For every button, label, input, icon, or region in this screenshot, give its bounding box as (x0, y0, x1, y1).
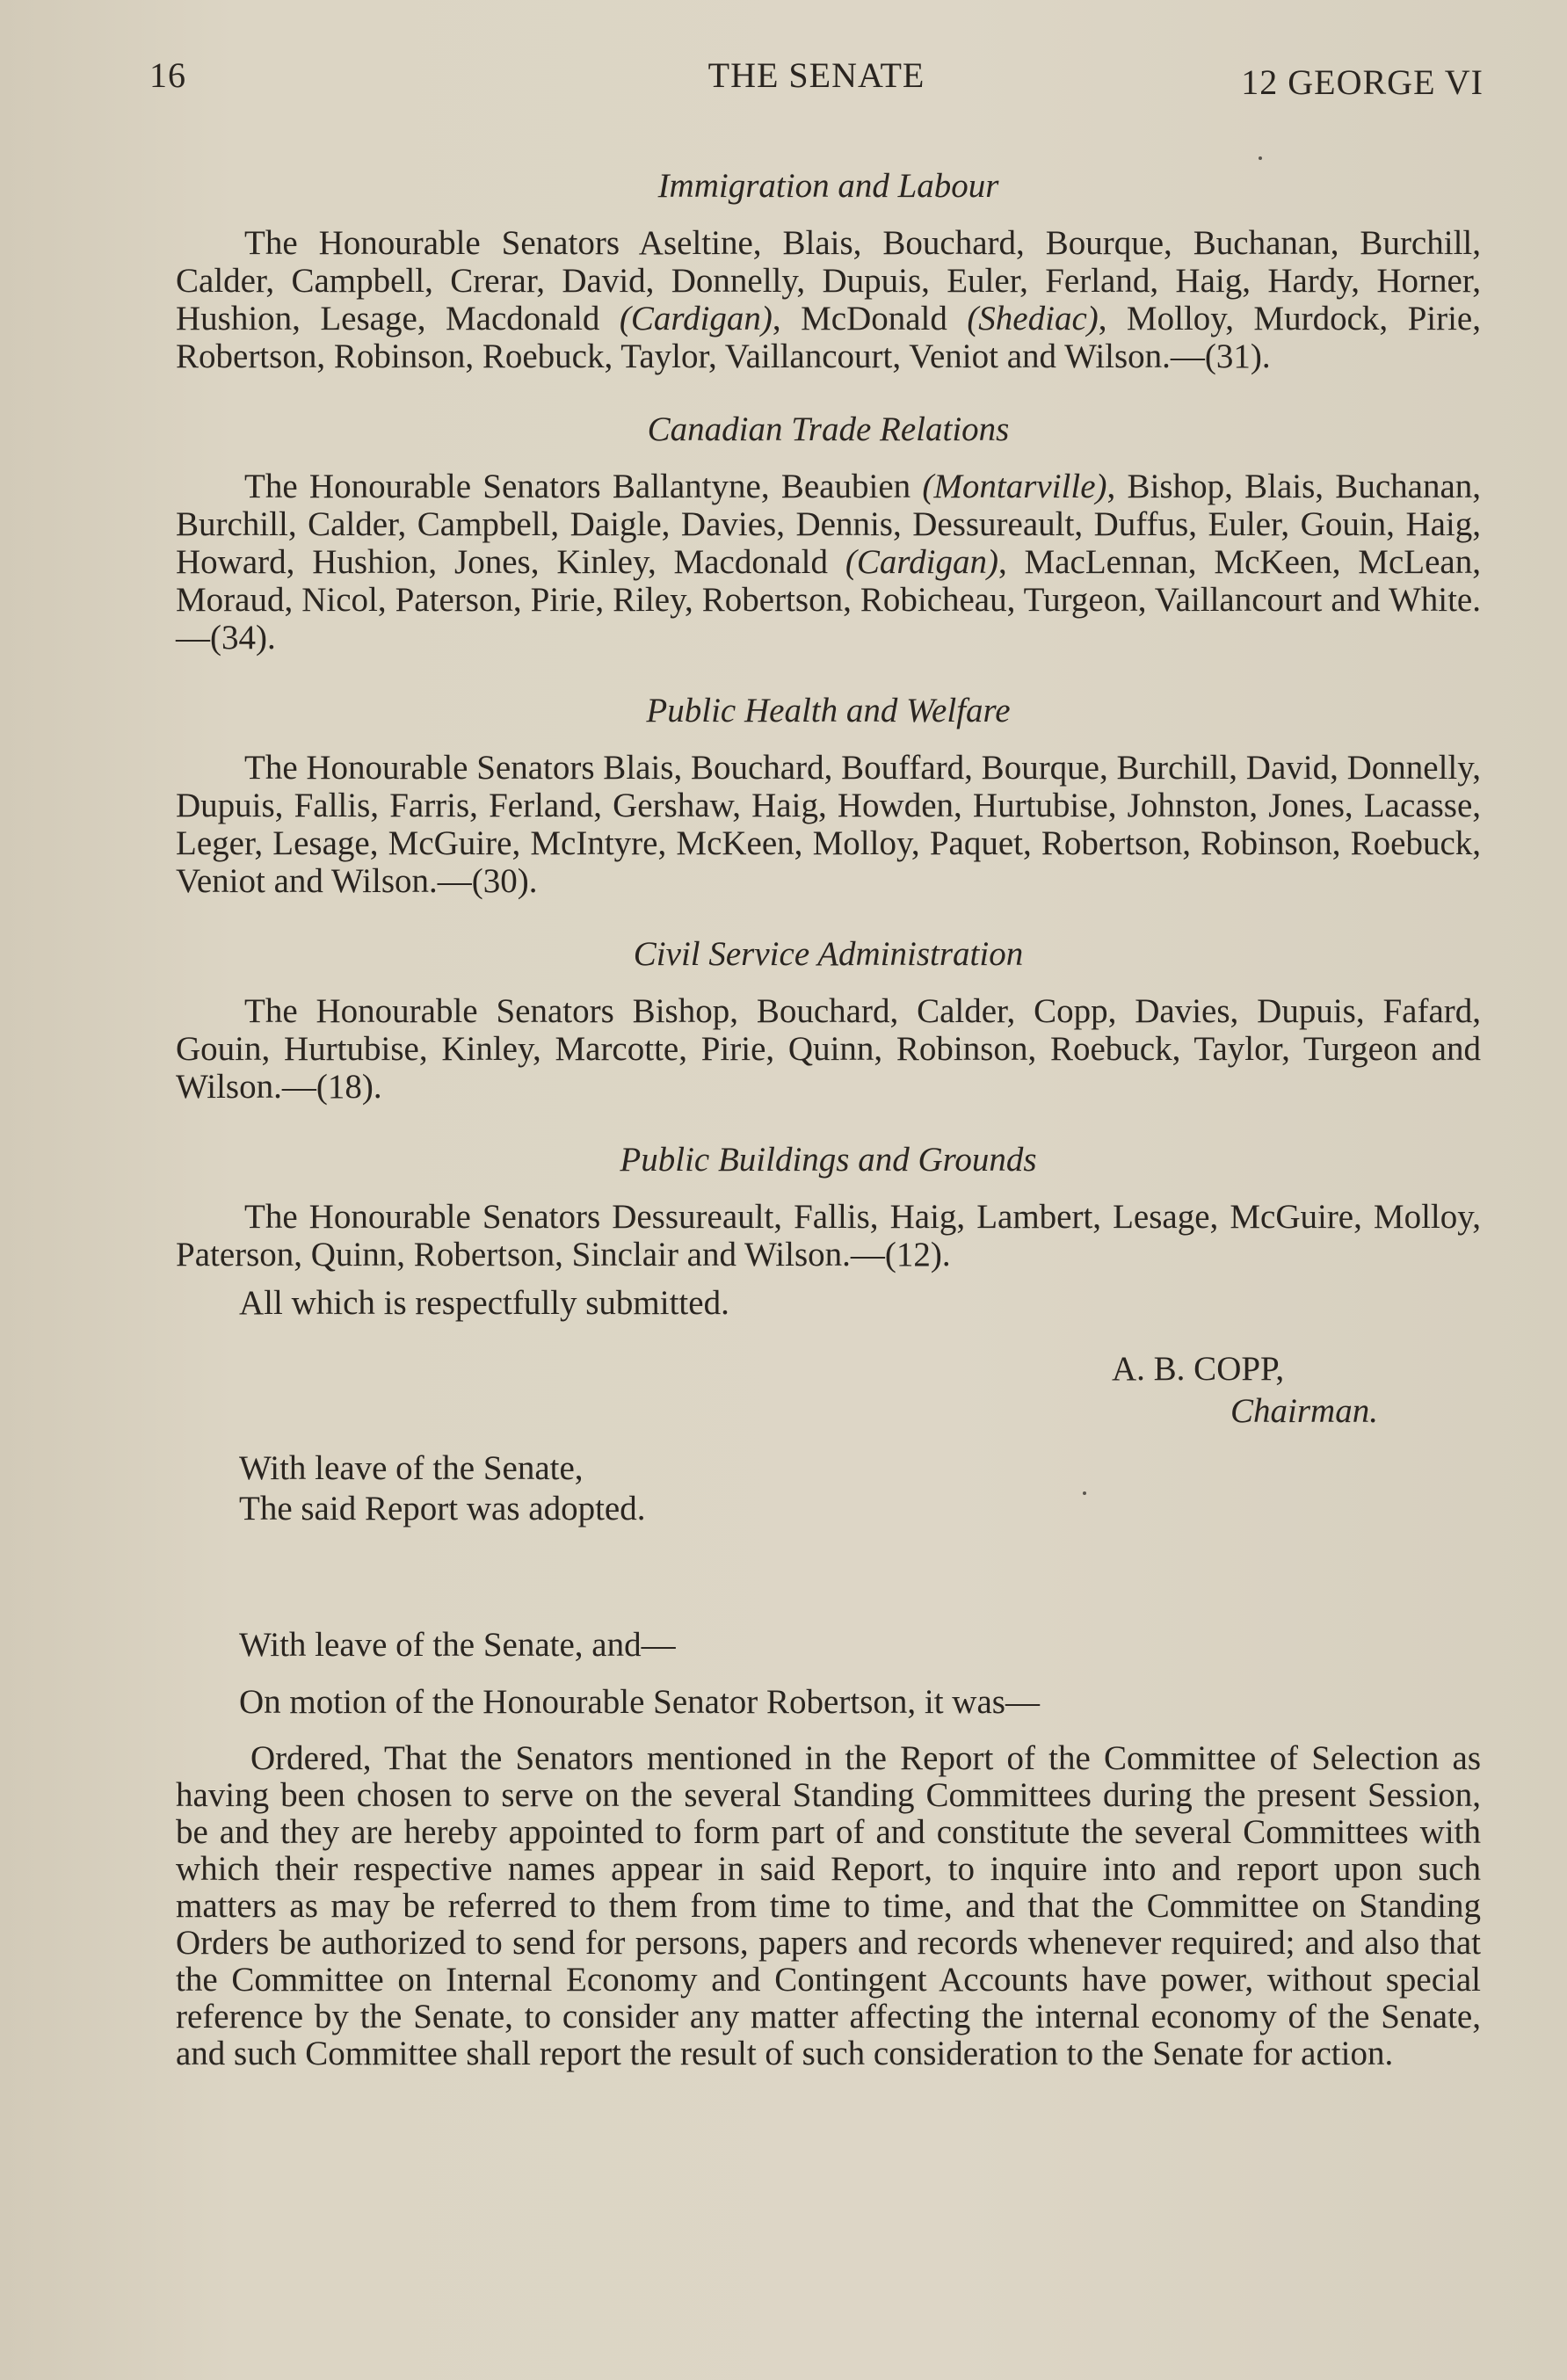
members-text: , McDonald (772, 300, 968, 337)
members-text: The Honourable Senators Aseltine, Blais, Bouchard, Bourque, Buchanan, Burchill, Calder, Campbell, Crerar, David, Donnelly, Dupuis, Euler, Ferland, Haig, Hardy, Horner, Hushion, Lesage, Macdonald (176, 224, 1481, 337)
committee-title: Civil Service Administration (633, 935, 1024, 973)
order-paragraph: Ordered, That the Senators mentioned in the Report of the Committee of Selection as having been chosen to serve on the several Standing Committees during the present Session, be and they are hereby appointed to form part of and constitute the several Committees with which their respective names appear in said Report, to inquire into and report upon such matters as may be referred to them from time to time, and that the Committee on Standing Orders be authorized to send for persons, papers and records whenever required; and also that the Committee on Internal Economy and Contingent Accounts have power, without special reference by the Senate, to consider any matter affecting the internal economy of the Senate, and such Committee shall report the result of such consideration to the Senate for action. (176, 1739, 1481, 2072)
running-header (149, 54, 1484, 107)
members-text: The Honourable Senators Blais, Bouchard, Bouffard, Bourque, Burchill, David, Donnelly, Dupuis, Fallis, Farris, Ferland, Gershaw, Haig, Howden, Hurtubise, Johnston, Jones, Lacasse, Leger, Lesage, McGuire, McIntyre, McKeen, Molloy, Paquet, Robertson, Robinson, Roebuck, Veniot and Wilson.—(30). (176, 749, 1481, 900)
print-speck (1083, 1491, 1086, 1495)
committee-title: Public Buildings and Grounds (620, 1141, 1037, 1179)
motion-block (176, 1626, 1481, 2072)
committee-title: Canadian Trade Relations (647, 410, 1010, 448)
page-number: 16 (149, 55, 186, 95)
committee-title: Immigration and Labour (657, 167, 999, 205)
committee-section (176, 410, 1481, 657)
committee-section (176, 1141, 1481, 1273)
members-italic: (Shediac) (967, 300, 1099, 337)
committee-members (176, 1198, 1481, 1273)
members-italic: (Cardigan) (619, 300, 773, 337)
members-text: , MacLennan, McKeen, McLean, Moraud, Nicol, Paterson, Pirie, Riley, Robertson, Robicheau, Turgeon, Vaillancourt and White.—(34). (176, 543, 1481, 657)
adoption-note (176, 1448, 1481, 1529)
print-speck (1259, 156, 1262, 160)
committee-members (176, 468, 1481, 657)
members-text: The Honourable Senators Ballantyne, Beaubien (244, 468, 923, 505)
committee-title: Public Health and Welfare (646, 692, 1011, 729)
members-italic: (Cardigan) (845, 543, 998, 581)
adoption-line: The said Report was adopted. (239, 1490, 646, 1527)
committee-section (176, 692, 1481, 900)
submission-statement: All which is respectfully submitted. (239, 1284, 729, 1322)
members-text: The Honourable Senators Dessureault, Fallis, Haig, Lambert, Lesage, McGuire, Molloy, Paterson, Quinn, Robertson, Sinclair and Wilson.—(12). (176, 1198, 1481, 1273)
committee-members (176, 992, 1481, 1106)
committee-members (176, 224, 1481, 375)
leave-line: With leave of the Senate, (239, 1449, 584, 1487)
signatory-title: Chairman. (1230, 1392, 1378, 1430)
regnal-year: 12 GEORGE VI (1241, 62, 1484, 102)
motion-mover-line: On motion of the Honourable Senator Robertson, it was— (239, 1683, 1040, 1721)
motion-leave-line: With leave of the Senate, and— (239, 1626, 676, 1664)
members-italic: (Montarville) (922, 468, 1107, 505)
page-body (176, 167, 1481, 2072)
committee-section (176, 167, 1481, 375)
running-title: THE SENATE (707, 55, 925, 95)
members-text: , Bishop, Blais, Buchanan, Burchill, Calder, Campbell, Daigle, Davies, Dennis, Dessureault, Duffus, Euler, Gouin, Haig, Howard, Hushion, Jones, Kinley, Macdonald (176, 468, 1482, 581)
committee-section (176, 935, 1481, 1106)
signature-block (176, 1343, 1481, 1440)
members-text: , Molloy, Murdock, Pirie, Robertson, Robinson, Roebuck, Taylor, Vaillancourt, Veniot and Wilson.—(31). (176, 300, 1481, 375)
signatory-name: A. B. COPP, (1112, 1350, 1285, 1388)
members-text: The Honourable Senators Bishop, Bouchard, Calder, Copp, Davies, Dupuis, Fafard, Gouin, Hurtubise, Kinley, Marcotte, Pirie, Quinn, Robinson, Roebuck, Taylor, Turgeon and Wilson.—(18). (176, 992, 1481, 1106)
committee-members (176, 749, 1481, 900)
